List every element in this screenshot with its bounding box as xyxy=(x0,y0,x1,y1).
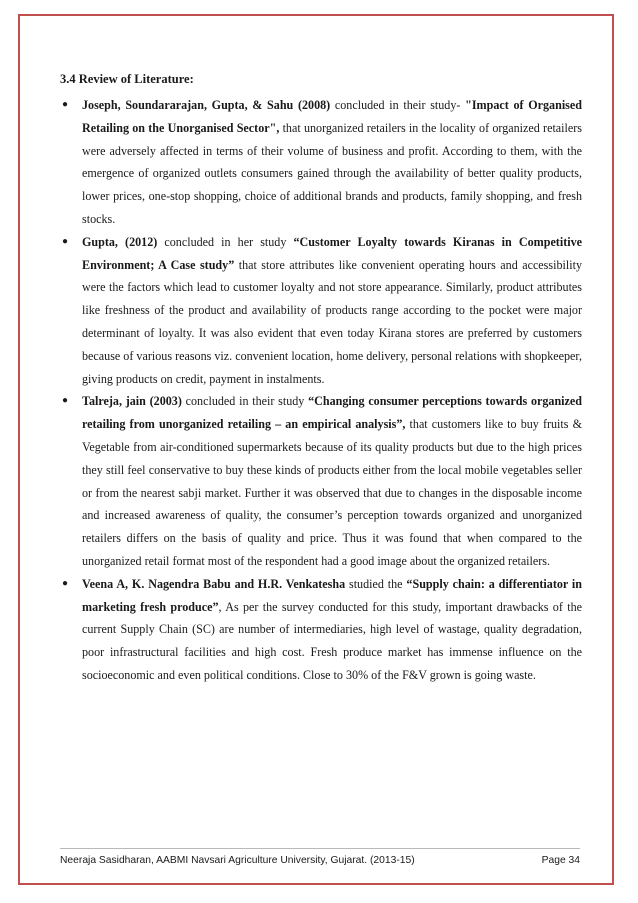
section-heading: 3.4 Review of Literature: xyxy=(60,72,194,86)
study-title: “Customer Loyalty towards Kiranas in Competitive Environment; A Case study” xyxy=(82,234,582,272)
list-item xyxy=(62,231,582,391)
bullet-icon: ● xyxy=(62,577,69,589)
list-item xyxy=(62,573,583,687)
footer-author: Neeraja Sasidharan, AABMI Navsari Agriculture University, Gujarat. (2013-15) xyxy=(60,855,415,866)
page-number: Page 34 xyxy=(541,855,580,866)
authors: Talreja, jain (2003) xyxy=(82,394,182,409)
list-item xyxy=(62,390,583,572)
bullet-icon: ● xyxy=(62,395,69,407)
text-segment: studied the xyxy=(345,576,407,591)
study-title: “Changing consumer perceptions towards organized retailing from unorganized retailing – an empirical analysis”, xyxy=(82,394,583,432)
authors: Veena A, K. Nagendra Babu and H.R. Venkatesha xyxy=(82,576,346,591)
study-title: “Supply chain: a differentiator in marketing fresh produce” xyxy=(82,576,583,614)
authors: Joseph, Soundararajan, Gupta, & Sahu (2008) xyxy=(82,98,331,112)
literature-list xyxy=(62,94,583,687)
text-segment: that store attributes like convenient operating hours and accessibility were the factors which lead to customer loyalty and not store appearance. Similarly, product attributes like freshness of the product and availability of products range according to the pocket were major determinant of loyalty. It was also evident that even today Kirana stores are preferred by customers because of various reasons viz. convenient location, home delivery, personal relations with shopkeeper, giving products on credit, payment in instalments. xyxy=(82,257,582,386)
bullet-icon: ● xyxy=(62,235,69,247)
text-segment: concluded in her study xyxy=(157,234,294,249)
list-item xyxy=(62,94,582,231)
text-segment: concluded in their study- xyxy=(330,98,466,112)
page-footer xyxy=(60,848,580,866)
study-title: "Impact of Organised Retailing on the Unorganised Sector", xyxy=(82,98,582,135)
text-segment: concluded in their study xyxy=(181,394,309,409)
text-segment: , As per the survey conducted for this study, important drawbacks of the current Supply Chain (SC) are number of intermediaries, high level of wastage, quality degradation, poor infrastructural facilities and high cost. Fresh produce market has immense influence on the socioeconomic and even political conditions. Close to 30% of the F&V grown is going waste. xyxy=(82,599,582,682)
text-segment: that unorganized retailers in the locality of organized retailers were adversely affected in terms of their volume of business and profit. According to them, with the emergence of organized outlets consumers gained through the availability of better quality products, lower prices, one-stop shopping, choice of additional brands and products, family shopping, and fresh stocks. xyxy=(82,120,582,226)
bullet-icon: ● xyxy=(62,99,69,110)
text-segment: that customers like to buy fruits & Vegetable from air-conditioned supermarkets because of its quality products but due to the high prices they still feel conservative to buy these kinds of products either from the local mobile vegetables seller or from the nearest sabji market. Further it was observed that due to changes in the disposable income and increased awareness of quality, the consumer’s perception towards organized and unorganized retailers differs on the basis of quality and price. Thus it was found that when compared to the unorganized retail format most of the respondent had a good image about the organized retailers. xyxy=(82,417,583,568)
authors: Gupta, (2012) xyxy=(82,234,158,249)
